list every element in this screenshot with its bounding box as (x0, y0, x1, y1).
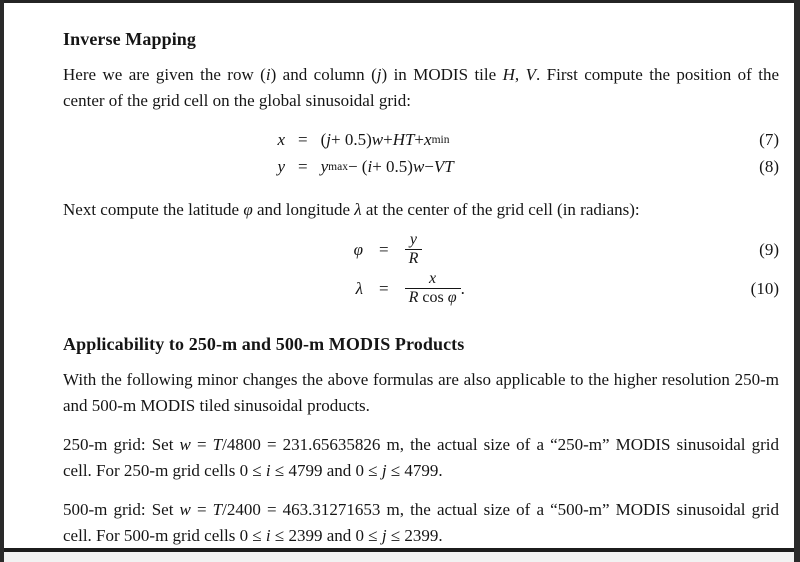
equation-7-lhs: x (277, 130, 285, 149)
equation-8-lhs: y (277, 157, 285, 176)
equation-9-number: (9) (759, 240, 779, 259)
page-frame-left (0, 0, 4, 562)
equation-10-equals: = (379, 279, 389, 298)
equation-9-rhs (405, 231, 423, 268)
equation-8 (63, 153, 779, 180)
equation-7 (63, 126, 779, 153)
equation-7-rhs: ( j + 0.5) w + HT + x min (320, 130, 450, 149)
section-heading-inverse-mapping: Inverse Mapping (63, 29, 197, 49)
fraction: $\frac{y}{R}$ (405, 231, 423, 268)
document-content (63, 0, 779, 549)
equation-group-latlon (63, 230, 779, 308)
paragraph-intro: Here we are given the row (i) and column (j) in MODIS tile H, V. First compute the position of the center of the grid cell on the global sinusoidal grid: (63, 65, 780, 110)
equation-8-equals: = (298, 157, 308, 176)
equation-9-equals: = (379, 240, 389, 259)
equation-10 (63, 269, 779, 308)
equation-group-xy (63, 126, 779, 180)
equation-9-lhs: φ (353, 240, 363, 259)
equation-8-rhs: y max − ( i + 0.5) w − VT (320, 157, 454, 176)
paragraph-500m-grid: 500-m grid: Set w = T/2400 = 463.31271653 m, the actual size of a “500-m” MODIS sinusoidal grid cell. For 500-m grid cells 0 ≤ i ≤ 2399 and 0 ≤ j ≤ 2399. (63, 500, 779, 545)
equation-10-lhs: λ (355, 279, 363, 298)
equation-7-number: (7) (759, 130, 779, 149)
equation-9 (63, 230, 779, 269)
paragraph-250m-grid: 250-m grid: Set w = T/4800 = 231.65635826 m, the actual size of a “250-m” MODIS sinusoidal grid cell. For 250-m grid cells 0 ≤ i ≤ 4799 and 0 ≤ j ≤ 4799. (63, 435, 779, 480)
page-frame-right (794, 0, 800, 562)
equation-7-equals: = (298, 130, 308, 149)
equation-10-rhs: $\frac{x}{\text{R cos φ}}$ . (405, 270, 465, 307)
equation-8-number: (8) (759, 157, 779, 176)
section-heading-applicability: Applicability to 250-m and 500-m MODIS Products (63, 334, 465, 354)
paragraph-applicability: With the following minor changes the above formulas are also applicable to the higher resolution 250-m and 500-m MODIS tiled sinusoidal products. (63, 370, 779, 415)
equation-10-number: (10) (750, 279, 779, 298)
paragraph-next-compute: Next compute the latitude φ and longitude λ at the center of the grid cell (in radians): (63, 200, 640, 219)
page-bottom-margin-strip (4, 552, 794, 562)
fraction: $\frac{x}{\text{R cos φ}}$ (405, 270, 461, 307)
